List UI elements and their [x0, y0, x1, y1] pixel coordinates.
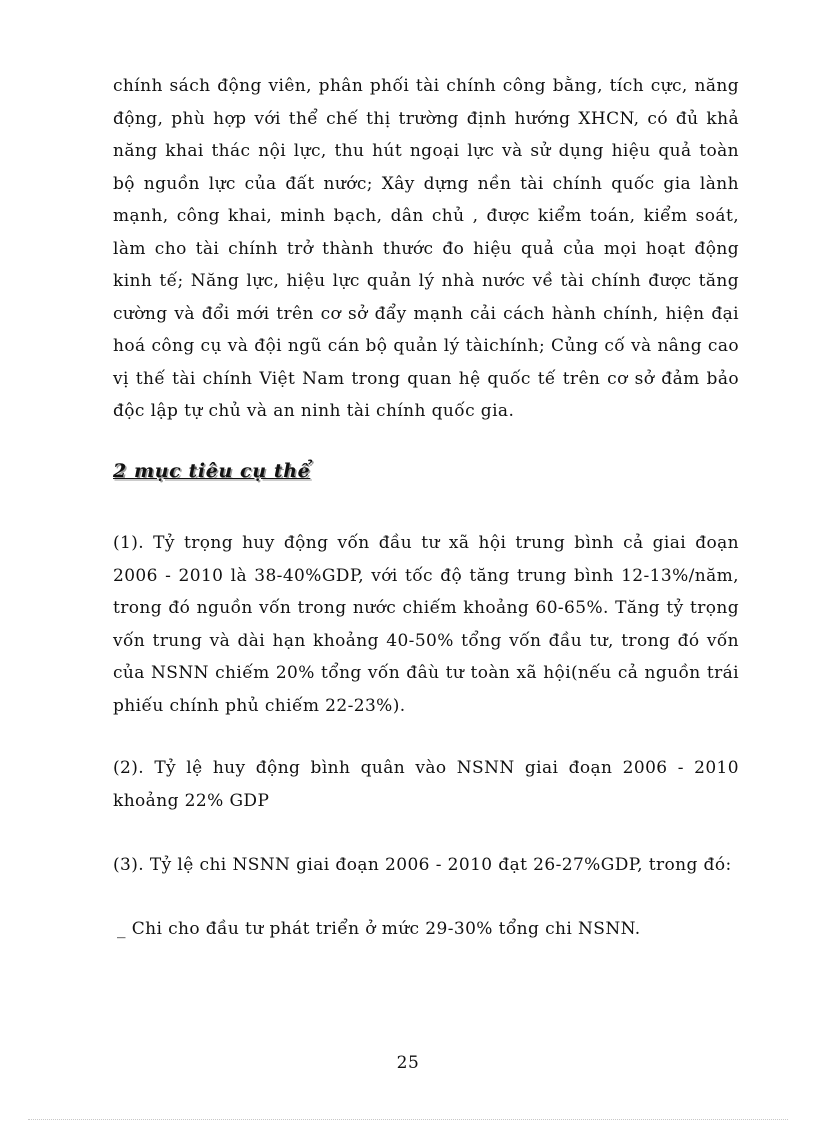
objective-item-2: (2). Tỷ lệ huy động bình quân vào NSNN giai đoạn 2006 - 2010 khoảng 22% GDP — [113, 758, 739, 811]
objective-item-1: (1). Tỷ trọng huy động vốn đầu tư xã hội trung bình cả giai đoạn 2006 - 2010 là 38-40%GDP, với tốc độ tăng trung bình 12-13%/năm, trong đó nguồn vốn trong nước chiếm khoảng 60-65%. Tăng tỷ trọng vốn trung và dài hạn khoảng 40-50% tổng vốn đầu tư, trong đó vốn của NSNN chiếm 20% tổng vốn đâù tư toàn xã hội(nếu cả nguồn trái phiếu chính phủ chiếm 22-23%). — [113, 533, 739, 716]
objective-item-3: (3). Tỷ lệ chi NSNN giai đoạn 2006 - 2010 đạt 26-27%GDP, trong đó: — [113, 855, 732, 875]
page-number: 25 — [396, 1053, 420, 1073]
objective-item-3-bullet: _ Chi cho đầu tư phát triển ở mức 29-30% tổng chi NSNN. — [117, 919, 641, 939]
intro-paragraph: chính sách động viên, phân phối tài chính công bằng, tích cực, năng động, phù hợp với thể chế thị trường định hướng XHCN, có đủ khả năng khai thác nội lực, thu hút ngoại lực và sử dụng hiệu quả toàn bộ nguồn lực của đất nước; Xây dựng nền tài chính quốc gia lành mạnh, công khai, minh bạch, dân chủ , được kiểm toán, kiểm soát, làm cho tài chính trở thành thước đo hiệu quả của mọi hoạt động kinh tế; Năng lực, hiệu lực quản lý nhà nước về tài chính được tăng cường và đổi mới trên cơ sở đẩy mạnh cải cách hành chính, hiện đại hoá công cụ và đội ngũ cán bộ quản lý tàichính; Củng cố và nâng cao vị thế tài chính Việt Nam trong quan hệ quốc tế trên cơ sở đảm bảo độc lập tự chủ và an ninh tài chính quốc gia. — [113, 76, 739, 421]
section-heading: 2 mục tiêu cụ thể — [113, 460, 311, 482]
page-bottom-divider — [28, 1119, 788, 1120]
